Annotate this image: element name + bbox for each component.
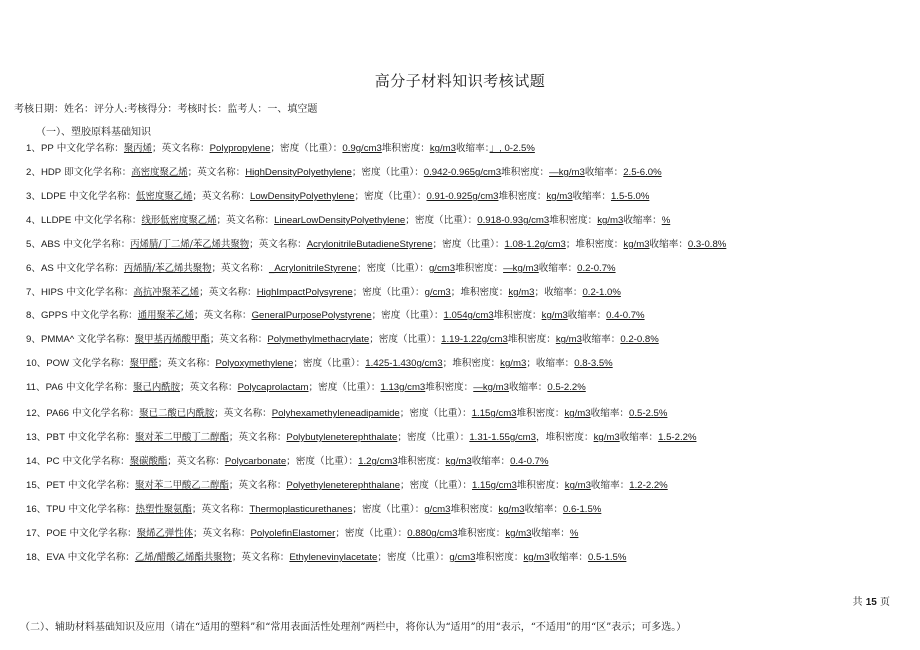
shrinkage-value: % bbox=[569, 528, 579, 539]
shrinkage-value: 0.3-0.8% bbox=[687, 239, 727, 250]
en-name-value: LowDensityPolyethylene bbox=[249, 191, 355, 202]
abbreviation: POW bbox=[46, 358, 70, 369]
page-count-number: 15 bbox=[865, 597, 877, 608]
abbreviation: POE bbox=[46, 528, 67, 539]
bulk-density-value: kg/m3 bbox=[593, 432, 620, 443]
bulk-density-label: 堆积密度： bbox=[507, 334, 556, 345]
en-name-value: Polyhexamethyleneadipamide bbox=[271, 408, 400, 419]
shrinkage-label: 收缩率： bbox=[581, 334, 621, 345]
shrinkage-label: 收缩率： bbox=[649, 239, 688, 250]
section-heading-1: （一）、塑胶原料基础知识 bbox=[36, 127, 151, 138]
item-number: 18、 bbox=[26, 552, 47, 563]
cn-name-label: 中文化学名称： bbox=[70, 310, 138, 321]
exam-info-line: 考核日期：姓名：评分人:考核得分：考核时长：监考人：一、填空题 bbox=[14, 104, 318, 115]
en-name-label: ；英文名称： bbox=[152, 143, 210, 154]
item-number: 4、 bbox=[26, 215, 41, 226]
density-value: 0.880g/cm3 bbox=[407, 528, 458, 539]
en-name-label: ；英文名称： bbox=[199, 287, 257, 298]
bulk-density-label: ；堆积密度： bbox=[442, 358, 501, 369]
abbreviation: PET bbox=[46, 480, 65, 491]
cn-name-value: 低密度聚乙烯 bbox=[136, 191, 193, 202]
bulk-density-label: ；堆积密度： bbox=[565, 239, 624, 250]
en-name-value: Thermoplasticurethanes bbox=[249, 504, 353, 515]
cn-name-value: 聚烯乙弹性体 bbox=[136, 528, 193, 539]
en-name-label: ；英文名称： bbox=[228, 480, 287, 491]
item-number: 6、 bbox=[26, 263, 41, 274]
en-name-label: ；英文名称： bbox=[194, 310, 252, 321]
en-name-label: ；英文名称： bbox=[216, 215, 275, 226]
bulk-density-label: 堆积密度： bbox=[516, 480, 565, 491]
cn-name-label: 中文化学名称： bbox=[62, 456, 130, 467]
cn-name-value: 乙烯/醋酸乙烯酯共聚物 bbox=[134, 552, 232, 563]
cn-name-label: 即文化学名称： bbox=[64, 167, 132, 178]
en-name-value: Polyoxymethylene bbox=[215, 358, 294, 369]
bulk-density-label: 堆积密度： bbox=[381, 143, 430, 154]
item-number: 3、 bbox=[26, 191, 41, 202]
shrinkage-value: 0.5-2.2% bbox=[547, 382, 586, 393]
bulk-density-label: 堆积密度： bbox=[455, 263, 504, 274]
shrinkage-value: 0.5-2.5% bbox=[629, 408, 668, 419]
shrinkage-label: 收缩率： bbox=[590, 480, 630, 491]
bulk-density-value: —kg/m3 bbox=[473, 382, 509, 393]
shrinkage-label: 收缩率： bbox=[455, 143, 490, 154]
en-name-label: ；英文名称： bbox=[157, 358, 216, 369]
shrinkage-label: 收缩率： bbox=[524, 504, 563, 515]
bulk-density-value: kg/m3 bbox=[597, 215, 624, 226]
density-value: 1.19-1.22g/cm3 bbox=[441, 334, 508, 345]
shrinkage-value: 1.5-2.2% bbox=[658, 432, 697, 443]
density-value: 1.31-1.55g/cm3 bbox=[469, 432, 536, 443]
en-name-value: AcrylonitrileButadieneStyrene bbox=[306, 239, 433, 250]
en-name-value: _AcrylonitrileStyrene bbox=[269, 263, 357, 274]
item-number: 15、 bbox=[26, 480, 47, 491]
bulk-density-label: 堆积密度： bbox=[397, 456, 446, 467]
abbreviation: PC bbox=[46, 456, 60, 467]
en-name-value: Polycarbonate bbox=[224, 456, 287, 467]
density-label: ；密度（比重）： bbox=[270, 143, 343, 154]
en-name-label: ；英文名称： bbox=[192, 528, 251, 539]
cn-name-label: 中文化学名称： bbox=[65, 382, 134, 393]
abbreviation: LLDPE bbox=[40, 215, 72, 226]
question-item bbox=[26, 380, 586, 396]
question-item bbox=[26, 285, 621, 301]
en-name-label: ；英文名称： bbox=[209, 334, 268, 345]
cn-name-label: 中文化学名称： bbox=[67, 552, 135, 563]
bulk-density-value: kg/m3 bbox=[564, 408, 591, 419]
density-value: 1.425-1.430g/cm3 bbox=[365, 358, 443, 369]
shrinkage-label: 收缩率： bbox=[471, 456, 511, 467]
density-value: 0.91-0.925g/cm3 bbox=[426, 191, 499, 202]
abbreviation: ABS bbox=[40, 239, 61, 250]
abbreviation: PP bbox=[40, 143, 54, 154]
density-value: 0.942-0.965g/cm3 bbox=[423, 167, 502, 178]
shrinkage-value: 0.2-1.0% bbox=[582, 287, 621, 298]
item-number: 7、 bbox=[26, 287, 41, 298]
density-value: 1.054g/cm3 bbox=[443, 310, 494, 321]
shrinkage-label: 收缩率： bbox=[623, 215, 662, 226]
density-label: ；密度（比重）： bbox=[405, 215, 478, 226]
bulk-density-value: kg/m3 bbox=[546, 191, 573, 202]
density-label: ；密度（比重）： bbox=[357, 263, 429, 274]
en-name-label: ；英文名称： bbox=[214, 408, 272, 419]
shrinkage-value: 0.2-0.7% bbox=[577, 263, 616, 274]
bulk-density-label: 堆积密度： bbox=[493, 310, 542, 321]
item-number: 11、 bbox=[26, 382, 46, 393]
item-number: 13、 bbox=[26, 432, 47, 443]
cn-name-value: 聚丙烯 bbox=[123, 143, 153, 154]
abbreviation: PMMA^ bbox=[40, 334, 75, 345]
question-item bbox=[26, 550, 626, 566]
density-label: ；密度（比重）： bbox=[400, 480, 472, 491]
en-name-value: HighDensityPolyethylene bbox=[245, 167, 352, 178]
en-name-label: ；英文名称： bbox=[187, 167, 246, 178]
cn-name-label: 中文化学名称： bbox=[66, 287, 134, 298]
item-number: 16、 bbox=[26, 504, 47, 515]
shrinkage-label: 收缩率： bbox=[572, 191, 611, 202]
bulk-density-label: 堆积密度： bbox=[475, 552, 524, 563]
shrinkage-value: 0.8-3.5% bbox=[574, 358, 613, 369]
bulk-density-value: kg/m3 bbox=[445, 456, 472, 467]
cn-name-value: 高抗冲聚苯乙烯 bbox=[133, 287, 200, 298]
en-name-label: ；英文名称： bbox=[167, 456, 225, 467]
page-count-suffix: 页 bbox=[880, 597, 890, 608]
question-item bbox=[26, 502, 601, 518]
density-label: ；密度（比重）： bbox=[399, 408, 472, 419]
cn-name-value: 高密度聚乙烯 bbox=[131, 167, 188, 178]
item-number: 8、 bbox=[26, 310, 41, 321]
density-label: ；密度（比重）： bbox=[293, 358, 366, 369]
en-name-label: ；英文名称： bbox=[192, 191, 250, 202]
question-item bbox=[26, 237, 726, 253]
bulk-density-value: kg/m3 bbox=[500, 358, 527, 369]
bulk-density-value: kg/m3 bbox=[429, 143, 456, 154]
density-label: ；密度（比重）： bbox=[377, 552, 450, 563]
en-name-value: HighImpactPolysyrene bbox=[256, 287, 353, 298]
cn-name-value: 丙烯腈/苯乙烯共聚物 bbox=[123, 263, 212, 274]
bulk-density-label: ；堆积密度： bbox=[450, 287, 509, 298]
density-value: 1.08-1.2g/cm3 bbox=[504, 239, 566, 250]
cn-name-label: 文化学名称： bbox=[72, 358, 130, 369]
cn-name-label: 中文化学名称： bbox=[69, 191, 137, 202]
density-label: ；密度（比重）： bbox=[351, 167, 424, 178]
cn-name-label: 文化学名称： bbox=[77, 334, 135, 345]
cn-name-value: 聚对苯二甲酸乙二醇酯 bbox=[135, 480, 229, 491]
shrinkage-label: 收缩率： bbox=[508, 382, 548, 393]
density-label: ；密度（比重）： bbox=[286, 456, 359, 467]
page-count bbox=[853, 593, 891, 608]
bulk-density-label: 堆积密度： bbox=[425, 382, 474, 393]
cn-name-value: 线形低密度聚乙烯 bbox=[141, 215, 217, 226]
abbreviation: TPU bbox=[46, 504, 66, 515]
shrinkage-label: 收缩率： bbox=[567, 310, 607, 321]
en-name-label: ；英文名称： bbox=[211, 263, 270, 274]
question-item bbox=[26, 478, 668, 494]
density-value: g/cm3 bbox=[424, 287, 451, 298]
shrinkage-value: 1.2-2.2% bbox=[629, 480, 668, 491]
en-name-label: ；英文名称： bbox=[231, 552, 290, 563]
density-value: g/cm3 bbox=[428, 263, 456, 274]
en-name-value: PolyolefinElastomer bbox=[250, 528, 336, 539]
density-label: ；密度（比重）： bbox=[335, 528, 408, 539]
cn-name-value: 通用聚苯乙烯 bbox=[137, 310, 195, 321]
density-value: 0.9g/cm3 bbox=[342, 143, 382, 154]
bulk-density-value: kg/m3 bbox=[623, 239, 650, 250]
cn-name-value: 丙烯腈/丁二烯/苯乙烯共聚物 bbox=[130, 239, 250, 250]
bulk-density-value: kg/m3 bbox=[564, 480, 591, 491]
shrinkage-label: ；收缩率： bbox=[534, 287, 583, 298]
bulk-density-value: kg/m3 bbox=[555, 334, 582, 345]
cn-name-label: 中文化学名称： bbox=[69, 528, 137, 539]
shrinkage-value: 0.4-0.7% bbox=[510, 456, 549, 467]
shrinkage-value: 0.2-0.8% bbox=[620, 334, 659, 345]
item-number: 5、 bbox=[26, 239, 41, 250]
bulk-density-value: kg/m3 bbox=[505, 528, 532, 539]
cn-name-label: 中文化学名称： bbox=[74, 215, 142, 226]
en-name-value: Ethylenevinylacetate bbox=[289, 552, 378, 563]
shrinkage-label: 收缩率： bbox=[619, 432, 659, 443]
page-title: 高分子材料知识考核试题 bbox=[374, 72, 546, 90]
question-item bbox=[26, 332, 659, 348]
shrinkage-label: 收缩率： bbox=[538, 263, 578, 274]
shrinkage-label: 收缩率： bbox=[590, 408, 630, 419]
abbreviation: PA6 bbox=[45, 382, 63, 393]
density-label: ；密度（比重）： bbox=[371, 310, 444, 321]
bulk-density-label: 堆积密度： bbox=[501, 167, 550, 178]
cn-name-value: 聚己内酰胺 bbox=[133, 382, 181, 393]
en-name-label: ；英文名称： bbox=[180, 382, 238, 393]
item-number: 1、 bbox=[26, 143, 41, 154]
density-value: g/cm3 bbox=[449, 552, 476, 563]
abbreviation: PA66 bbox=[46, 408, 70, 419]
density-value: g/cm3 bbox=[424, 504, 451, 515]
density-label: ；密度（比重）： bbox=[354, 191, 427, 202]
density-label: ；密度（比重）： bbox=[308, 382, 381, 393]
density-label: ；密度（比重）： bbox=[369, 334, 442, 345]
bulk-density-value: kg/m3 bbox=[498, 504, 525, 515]
bulk-density-label: 堆积密度： bbox=[498, 191, 547, 202]
bulk-density-label: 堆积密度： bbox=[549, 215, 598, 226]
item-number: 17、 bbox=[26, 528, 47, 539]
bulk-density-label: ，堆积密度： bbox=[536, 432, 594, 443]
bulk-density-value: —kg/m3 bbox=[549, 167, 585, 178]
question-item bbox=[26, 261, 616, 277]
en-name-value: Polyethyleneterephthalane bbox=[286, 480, 401, 491]
section-heading-2: （二）、辅助材料基础知识及应用（请在“适用的塑料”和“常用表面活性处理剂”两栏中，将你认为“适用”的用“表示，“不适用”的用“区”表示；可多选。） bbox=[20, 622, 687, 633]
question-item bbox=[26, 356, 613, 372]
shrinkage-value: 」, 0-2.5% bbox=[489, 143, 535, 154]
shrinkage-label: ；收缩率： bbox=[526, 358, 575, 369]
cn-name-label: 中文化学名称： bbox=[63, 239, 131, 250]
bulk-density-value: kg/m3 bbox=[541, 310, 568, 321]
cn-name-label: 中文化学名称： bbox=[56, 263, 124, 274]
en-name-label: ；英文名称： bbox=[228, 432, 287, 443]
shrinkage-label: 收缩率： bbox=[584, 167, 624, 178]
en-name-value: LinearLowDensityPolyethylene bbox=[274, 215, 406, 226]
shrinkage-value: 0.5-1.5% bbox=[587, 552, 627, 563]
density-value: 1.13g/cm3 bbox=[380, 382, 426, 393]
cn-name-label: 中文化学名称： bbox=[72, 408, 140, 419]
question-item bbox=[26, 165, 662, 181]
shrinkage-value: 2.5-6.0% bbox=[623, 167, 662, 178]
question-item bbox=[26, 308, 645, 324]
cn-name-value: 聚碳酸酯 bbox=[129, 456, 168, 467]
item-number: 10、 bbox=[26, 358, 47, 369]
shrinkage-label: 收缩率： bbox=[531, 528, 570, 539]
density-value: 0.918-0.93g/cm3 bbox=[477, 215, 550, 226]
bulk-density-label: 堆积密度： bbox=[516, 408, 565, 419]
density-label: ；密度（比重）： bbox=[352, 287, 425, 298]
abbreviation: LDPE bbox=[40, 191, 66, 202]
abbreviation: EVA bbox=[46, 552, 65, 563]
question-item bbox=[26, 213, 670, 229]
bulk-density-label: 堆积密度： bbox=[450, 504, 499, 515]
cn-name-value: 聚甲醛 bbox=[129, 358, 158, 369]
item-number: 9、 bbox=[26, 334, 41, 345]
question-item bbox=[26, 430, 696, 446]
cn-name-value: 热塑性聚氨酯 bbox=[135, 504, 192, 515]
bulk-density-label: 堆积密度： bbox=[457, 528, 506, 539]
cn-name-label: 中文化学名称： bbox=[56, 143, 124, 154]
item-number: 2、 bbox=[26, 167, 41, 178]
density-label: ；密度（比重）： bbox=[432, 239, 505, 250]
en-name-label: ；英文名称： bbox=[249, 239, 307, 250]
abbreviation: GPPS bbox=[40, 310, 68, 321]
bulk-density-value: kg/m3 bbox=[508, 287, 535, 298]
item-number: 14、 bbox=[26, 456, 47, 467]
abbreviation: HDP bbox=[40, 167, 62, 178]
density-value: 1.15g/cm3 bbox=[472, 480, 517, 491]
en-name-label: ；英文名称： bbox=[191, 504, 250, 515]
cn-name-value: 聚已二酸已内酰胺 bbox=[139, 408, 215, 419]
question-item bbox=[26, 526, 578, 542]
shrinkage-label: 收缩率： bbox=[549, 552, 588, 563]
shrinkage-value: 1.5-5.0% bbox=[610, 191, 650, 202]
density-value: 1.15g/cm3 bbox=[471, 408, 517, 419]
density-label: ；密度（比重）： bbox=[397, 432, 470, 443]
shrinkage-value: 0.6-1.5% bbox=[562, 504, 602, 515]
cn-name-value: 聚对苯二甲酸丁二醇酯 bbox=[135, 432, 229, 443]
density-label: ；密度（比重）： bbox=[352, 504, 425, 515]
question-item bbox=[26, 406, 667, 422]
question-item bbox=[26, 454, 548, 470]
item-number: 12、 bbox=[26, 408, 47, 419]
question-item bbox=[26, 189, 649, 205]
abbreviation: HIPS bbox=[40, 287, 64, 298]
density-value: 1.2g/cm3 bbox=[358, 456, 398, 467]
en-name-value: GeneralPurposePolystyrene bbox=[251, 310, 372, 321]
cn-name-value: 聚甲基丙烯酸甲酯 bbox=[134, 334, 210, 345]
abbreviation: AS bbox=[40, 263, 54, 274]
en-name-value: Polycaprolactam bbox=[237, 382, 309, 393]
shrinkage-value: % bbox=[661, 215, 671, 226]
en-name-value: Polybutyleneterephthalate bbox=[286, 432, 398, 443]
shrinkage-value: 0.4-0.7% bbox=[606, 310, 645, 321]
cn-name-label: 中文化学名称： bbox=[67, 480, 136, 491]
bulk-density-value: kg/m3 bbox=[523, 552, 550, 563]
question-item bbox=[26, 141, 535, 157]
en-name-value: Polypropylene bbox=[209, 143, 271, 154]
page-count-prefix: 共 bbox=[852, 597, 863, 608]
cn-name-label: 中文化学名称： bbox=[68, 504, 136, 515]
en-name-value: Polymethylmethacrylate bbox=[267, 334, 370, 345]
bulk-density-value: —kg/m3 bbox=[503, 263, 539, 274]
abbreviation: PBT bbox=[46, 432, 65, 443]
cn-name-label: 中文化学名称： bbox=[67, 432, 136, 443]
